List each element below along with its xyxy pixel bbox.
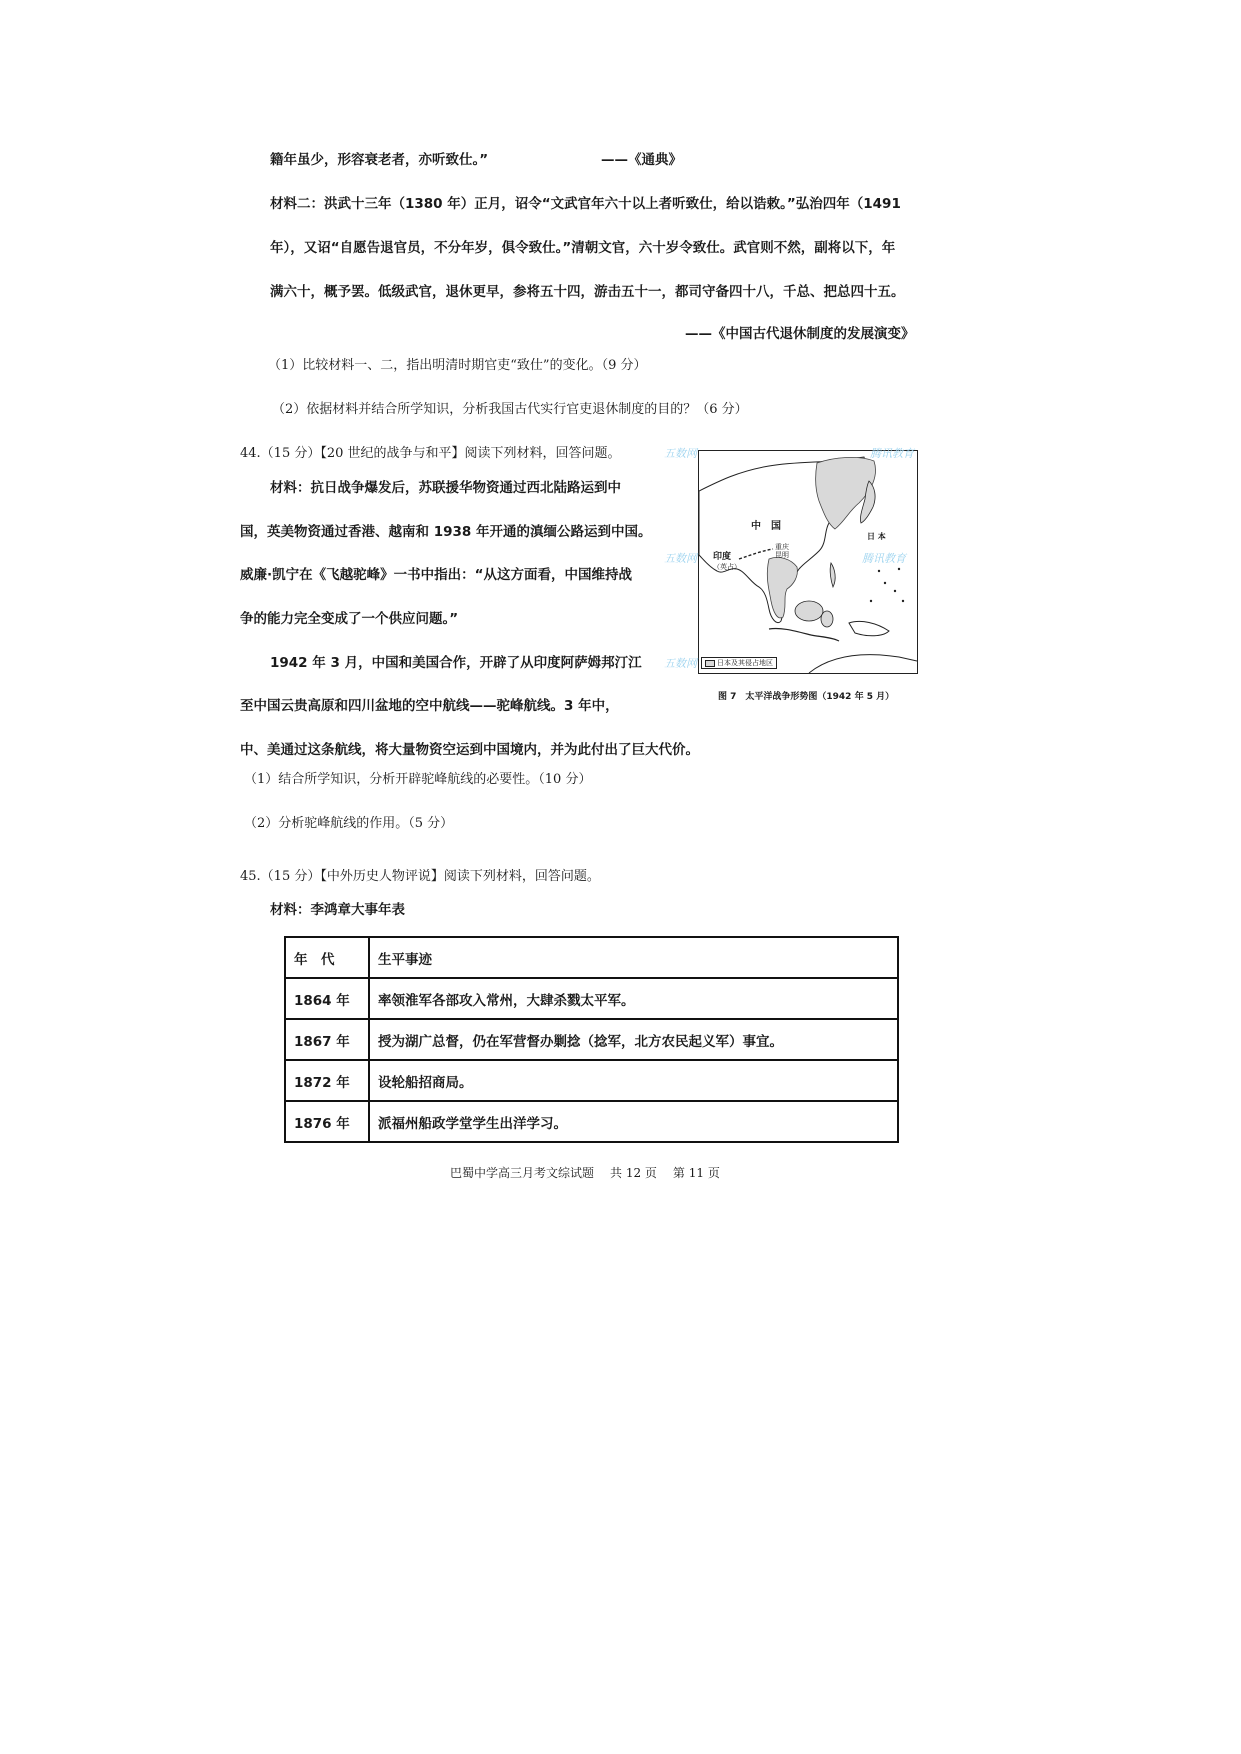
table-row — [285, 1060, 898, 1101]
table-cell-event: 设轮船招商局。 — [369, 1060, 898, 1101]
q43-material2-line3: 满六十，概予罢。低级武官，退休更早，参将五十四，游击五十一，都司守备四十八，千总、把总四十五。 — [270, 284, 905, 300]
q44-p2-line2: 至中国云贵高原和四川盆地的空中航线——驼峰航线。3 年中， — [240, 698, 619, 714]
map-caption: 图 7 太平洋战争形势图（1942 年 5 月） — [718, 692, 895, 702]
table-row — [285, 1101, 898, 1142]
table-cell-year: 1867 年 — [285, 1019, 369, 1060]
table-row — [285, 1019, 898, 1060]
q43-material2-text1: 洪武十三年（1380 年）正月，诏令“文武官年六十以上者听致仕，给以诰敕。”弘治四年（1491 — [324, 196, 901, 212]
watermark-1: 五数网 — [664, 447, 697, 460]
q43-material2-label: 材料二： — [270, 196, 324, 212]
watermark-5: 五数网 — [664, 657, 697, 670]
map-legend-text: 日本及其侵占地区 — [717, 659, 773, 667]
map-legend — [701, 657, 777, 669]
q44-p1-line4: 争的能力完全变成了一个供应问题。” — [240, 611, 459, 627]
map-label-india-sub: （英占） — [713, 563, 741, 571]
q44-sub-question-1: （1）结合所学知识，分析开辟驼峰航线的必要性。（10 分） — [244, 772, 592, 787]
watermark-2: 腾讯教育 — [870, 447, 914, 460]
q45-heading: 45.（15 分）【中外历史人物评说】阅读下列材料，回答问题。 — [240, 869, 600, 884]
map-label-kunming: 昆明 — [775, 551, 789, 559]
table-cell-event: 授为湖广总督，仍在军营督办剿捻（捻军，北方农民起义军）事宜。 — [369, 1019, 898, 1060]
q43-sub-question-2: （2）依据材料并结合所学知识，分析我国古代实行官吏退休制度的目的？（6 分） — [272, 402, 748, 417]
table-header-year: 年 代 — [285, 937, 369, 978]
q43-sub-question-1: （1）比较材料一、二，指出明清时期官吏“致仕”的变化。（9 分） — [268, 358, 647, 373]
table-cell-year: 1864 年 — [285, 978, 369, 1019]
q45-material-line — [270, 901, 405, 919]
table-header-events: 生平事迹 — [369, 937, 898, 978]
table-cell-year: 1876 年 — [285, 1101, 369, 1142]
watermark-3: 五数网 — [664, 552, 697, 565]
table-header-row — [285, 937, 898, 978]
q43-material2-line1 — [270, 195, 901, 213]
watermark-4: 腾讯教育 — [862, 552, 906, 565]
q44-p2-line3: 中、美通过这条航线，将大量物资空运到中国境内，并为此付出了巨大代价。 — [240, 742, 699, 758]
q45-material-label: 材料： — [270, 902, 311, 918]
q44-p2-line1: 1942 年 3 月，中国和美国合作，开辟了从印度阿萨姆邦汀江 — [270, 655, 642, 671]
map-label-china: 中 国 — [751, 521, 781, 532]
table-row — [285, 978, 898, 1019]
li-hongzhang-chronology-table — [284, 936, 899, 1143]
q43-line0-text: 籍年虽少，形容衰老者，亦听致仕。” — [270, 152, 489, 168]
table-cell-year: 1872 年 — [285, 1060, 369, 1101]
q44-sub-question-2: （2）分析驼峰航线的作用。（5 分） — [244, 816, 454, 831]
q44-p1-line3: 威廉·凯宁在《飞越驼峰》一书中指出：“从这方面看，中国维持战 — [240, 567, 633, 583]
table-cell-event: 派福州船政学堂学生出洋学习。 — [369, 1101, 898, 1142]
map-label-chongqing: 重庆 — [775, 543, 789, 551]
table-cell-event: 率领淮军各部攻入常州，大肆杀戮太平军。 — [369, 978, 898, 1019]
footer-total-pages: 共 12 页 — [610, 1166, 657, 1180]
map-label-japan: 日 本 — [867, 532, 886, 541]
q45-material-title: 李鸿章大事年表 — [310, 902, 405, 918]
footer-exam-title: 巴蜀中学高三月考文综试题 — [450, 1166, 595, 1180]
q44-p1-line1 — [270, 479, 621, 497]
q44-p1-line1-text: 抗日战争爆发后，苏联援华物资通过西北陆路运到中 — [310, 480, 621, 496]
q43-material2-line2: 年），又诏“自愿告退官员，不分年岁，俱令致仕。”清朝文官，六十岁令致仕。武官则不然，副将以下，年 — [270, 240, 896, 256]
q43-line0-source: ——《通典》 — [601, 152, 682, 168]
q43-material2-source: ——《中国古代退休制度的发展演变》 — [685, 326, 915, 342]
page-footer — [450, 1164, 736, 1181]
footer-page-number: 第 11 页 — [672, 1166, 720, 1180]
legend-swatch-icon — [705, 660, 715, 667]
map-label-india: 印度 — [713, 552, 732, 562]
q44-material-label: 材料： — [270, 480, 311, 496]
q44-p1-line2: 国，英美物资通过香港、越南和 1938 年开通的滇缅公路运到中国。 — [240, 524, 652, 540]
q44-heading: 44.（15 分）【20 世纪的战争与和平】阅读下列材料，回答问题。 — [240, 446, 621, 461]
